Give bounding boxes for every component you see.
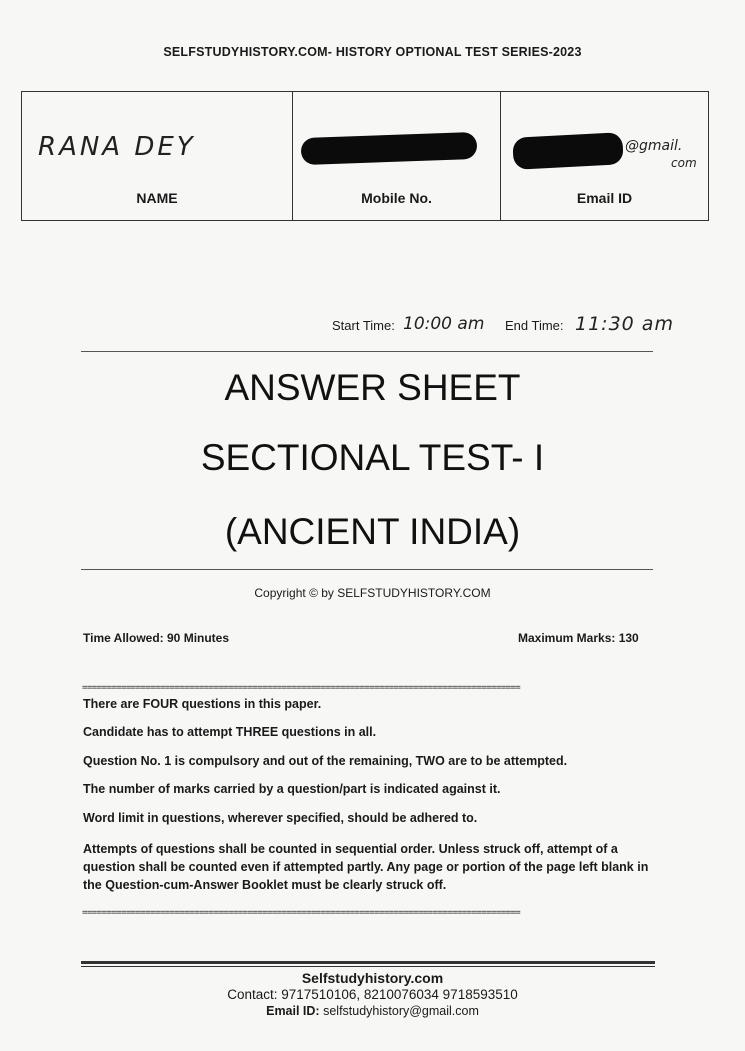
title-answer-sheet: ANSWER SHEET xyxy=(224,367,521,408)
name-cell xyxy=(22,92,293,220)
name-label: NAME xyxy=(136,190,178,206)
email-label: Email ID xyxy=(576,190,633,206)
email-redaction-mark xyxy=(512,132,624,170)
email-handwritten-suffix-2: com xyxy=(671,156,697,170)
footer-email-label: Email ID: xyxy=(266,1004,320,1018)
end-time-value: 11:30 am xyxy=(575,313,674,335)
footer-email xyxy=(0,1004,745,1018)
mobile-label: Mobile No. xyxy=(361,190,432,206)
time-allowed: Time Allowed: 90 Minutes xyxy=(83,631,230,645)
copyright-notice: Copyright © by SELFSTUDYHISTORY.COM xyxy=(254,586,491,600)
maximum-marks: Maximum Marks: 130 xyxy=(518,631,639,645)
email-handwritten-suffix: @gmail. xyxy=(625,138,683,154)
start-time-value: 10:00 am xyxy=(403,314,485,334)
start-time-label: Start Time: xyxy=(332,318,395,333)
mobile-redaction-mark xyxy=(301,132,478,165)
instruction-item: Question No. 1 is compulsory and out of the remaining, TWO are to be attempted. xyxy=(83,754,568,768)
page-header-title: SELFSTUDYHISTORY.COM- HISTORY OPTIONAL TEST SERIES-2023 xyxy=(163,45,582,59)
footer-rule-thin xyxy=(81,966,655,967)
footer-rule-thick xyxy=(81,961,655,964)
separator-line-bottom: ========================================================================================== xyxy=(82,908,521,918)
title-sectional-test: SECTIONAL TEST- I xyxy=(200,437,545,478)
instruction-item: Candidate has to attempt THREE questions in all. xyxy=(83,725,377,739)
name-handwritten-value: RANA DEY xyxy=(38,132,196,162)
end-time-label: End Time: xyxy=(505,318,564,333)
mobile-cell xyxy=(293,92,501,220)
divider-top xyxy=(81,351,653,352)
email-cell xyxy=(501,92,708,220)
separator-line-top: ========================================================================================== xyxy=(82,683,521,693)
instruction-item: Word limit in questions, wherever specified, should be adhered to. xyxy=(83,811,478,825)
divider-bottom xyxy=(81,569,653,570)
footer-email-value: selfstudyhistory@gmail.com xyxy=(323,1004,479,1018)
footer-contact: Contact: 9717510106, 8210076034 9718593510 xyxy=(227,987,518,1002)
title-ancient-india: (ANCIENT INDIA) xyxy=(224,511,521,552)
instruction-item: Attempts of questions shall be counted in sequential order. Unless struck off, attempt of a question shall be counted even if attempted partly. Any page or portion of the page left blank in the Question-cum-Answer Booklet must be clearly struck off. xyxy=(83,842,649,892)
instruction-item: The number of marks carried by a question/part is indicated against it. xyxy=(83,782,501,796)
candidate-info-table xyxy=(21,91,709,221)
instruction-item: There are FOUR questions in this paper. xyxy=(83,697,322,711)
footer-site: Selfstudyhistory.com xyxy=(301,970,444,986)
